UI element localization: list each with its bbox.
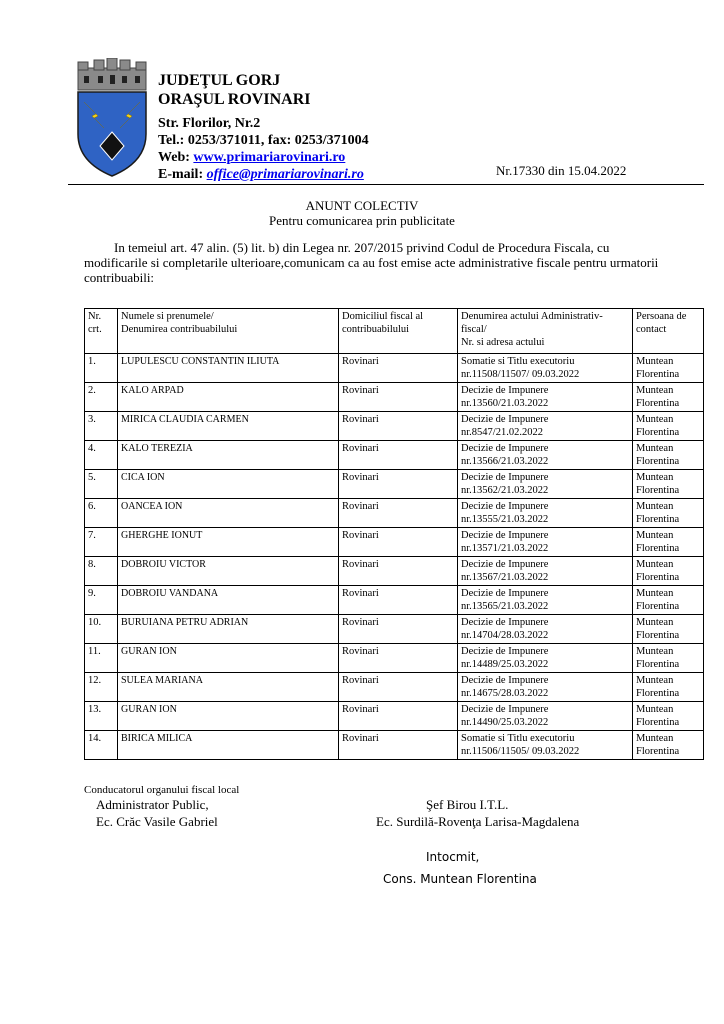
cell-nr: 4. [85, 441, 118, 470]
cell-nr: 8. [85, 557, 118, 586]
cell-nr: 3. [85, 412, 118, 441]
email-link[interactable]: office@primariarovinari.ro [206, 167, 364, 182]
table-header-row [85, 309, 704, 354]
coat-of-arms-logo [74, 58, 150, 178]
cell-contact: Muntean Florentina [633, 470, 704, 499]
cell-nr: 2. [85, 383, 118, 412]
cell-name: LUPULESCU CONSTANTIN ILIUTA [118, 354, 339, 383]
table-row [85, 441, 704, 470]
cell-contact: Muntean Florentina [633, 499, 704, 528]
table-row [85, 557, 704, 586]
header-name: Numele si prenumele/ Denumirea contribuabilului [118, 309, 339, 354]
cell-domicile: Rovinari [339, 702, 458, 731]
cell-nr: 13. [85, 702, 118, 731]
taxpayers-table [84, 308, 704, 760]
cell-nr: 6. [85, 499, 118, 528]
cell-act: Decizie de Impunere nr.13567/21.03.2022 [458, 557, 633, 586]
cell-contact: Muntean Florentina [633, 412, 704, 441]
cell-act: Somatie si Titlu executoriu nr.11506/11505/ 09.03.2022 [458, 731, 633, 760]
cell-nr: 10. [85, 615, 118, 644]
cell-name: BIRICA MILICA [118, 731, 339, 760]
web-line [158, 150, 345, 166]
cell-name: MIRICA CLAUDIA CARMEN [118, 412, 339, 441]
email-label: E-mail: [158, 167, 207, 182]
cell-nr: 1. [85, 354, 118, 383]
cell-act: Decizie de Impunere nr.13555/21.03.2022 [458, 499, 633, 528]
cell-name: GHERGHE IONUT [118, 528, 339, 557]
cell-act: Decizie de Impunere nr.13566/21.03.2022 [458, 441, 633, 470]
header-nr: Nr. crt. [85, 309, 118, 354]
table-row [85, 615, 704, 644]
cell-contact: Muntean Florentina [633, 441, 704, 470]
web-link[interactable]: www.primariarovinari.ro [193, 150, 346, 165]
table-row [85, 354, 704, 383]
table-row [85, 702, 704, 731]
cell-contact: Muntean Florentina [633, 557, 704, 586]
cell-act: Somatie si Titlu executoriu nr.11508/11507/ 09.03.2022 [458, 354, 633, 383]
cell-act: Decizie de Impunere nr.13571/21.03.2022 [458, 528, 633, 557]
cell-name: OANCEA ION [118, 499, 339, 528]
cell-name: KALO ARPAD [118, 383, 339, 412]
cell-domicile: Rovinari [339, 673, 458, 702]
left-name: Ec. Crăc Vasile Gabriel [96, 814, 218, 829]
table-row [85, 528, 704, 557]
cell-contact: Muntean Florentina [633, 644, 704, 673]
document-subtitle: Pentru comunicarea prin publicitate [269, 213, 455, 228]
cell-domicile: Rovinari [339, 441, 458, 470]
cell-domicile: Rovinari [339, 354, 458, 383]
right-name: Ec. Surdilă-Rovenţa Larisa-Magdalena [376, 814, 580, 829]
document-title: ANUNT COLECTIV [305, 198, 419, 213]
cell-act: Decizie de Impunere nr.14675/28.03.2022 [458, 673, 633, 702]
cell-name: CICA ION [118, 470, 339, 499]
prepared-label: Intocmit, [426, 850, 480, 864]
intro-paragraph [84, 240, 664, 285]
document-number: Nr.17330 din 15.04.2022 [496, 163, 627, 178]
cell-domicile: Rovinari [339, 412, 458, 441]
cell-nr: 9. [85, 586, 118, 615]
cell-nr: 7. [85, 528, 118, 557]
cell-act: Decizie de Impunere nr.13562/21.03.2022 [458, 470, 633, 499]
cell-domicile: Rovinari [339, 586, 458, 615]
table-row [85, 644, 704, 673]
town-name: ORAŞUL ROVINARI [158, 91, 311, 108]
table-row [85, 470, 704, 499]
cell-nr: 5. [85, 470, 118, 499]
intro-text: In temeiul art. 47 alin. (5) lit. b) din Legea nr. 207/2015 privind Codul de Procedura Fiscala, cu modificarile si completarile ulterioare,comunicam ca au fost emise acte administrative fiscale pentru urmatorii contribuabili: [84, 240, 659, 285]
header-domicile: Domiciliul fiscal al contribuabilului [339, 309, 458, 354]
left-role: Administrator Public, [96, 797, 209, 812]
cell-act: Decizie de Impunere nr.13560/21.03.2022 [458, 383, 633, 412]
cell-domicile: Rovinari [339, 383, 458, 412]
cell-domicile: Rovinari [339, 557, 458, 586]
header-divider [68, 184, 704, 185]
prepared-name: Cons. Muntean Florentina [383, 872, 537, 886]
cell-contact: Muntean Florentina [633, 528, 704, 557]
cell-domicile: Rovinari [339, 499, 458, 528]
cell-name: GURAN ION [118, 644, 339, 673]
cell-name: BURUIANA PETRU ADRIAN [118, 615, 339, 644]
right-role: Şef Birou I.T.L. [426, 797, 509, 812]
table-row [85, 499, 704, 528]
cell-contact: Muntean Florentina [633, 673, 704, 702]
cell-contact: Muntean Florentina [633, 615, 704, 644]
table-row [85, 673, 704, 702]
cell-name: GURAN ION [118, 702, 339, 731]
cell-domicile: Rovinari [339, 731, 458, 760]
header-act: Denumirea actului Administrativ- fiscal/ Nr. si adresa actului [458, 309, 633, 354]
address-line: Str. Florilor, Nr.2 [158, 116, 261, 131]
cell-act: Decizie de Impunere nr.14490/25.03.2022 [458, 702, 633, 731]
email-line [158, 167, 364, 183]
cell-act: Decizie de Impunere nr.14489/25.03.2022 [458, 644, 633, 673]
web-label: Web: [158, 150, 194, 165]
cell-domicile: Rovinari [339, 470, 458, 499]
cell-name: DOBROIU VICTOR [118, 557, 339, 586]
left-caption: Conducatorul organului fiscal local [84, 784, 240, 796]
table-row [85, 383, 704, 412]
header-contact: Persoana de contact [633, 309, 704, 354]
table-row [85, 731, 704, 760]
cell-name: DOBROIU VANDANA [118, 586, 339, 615]
cell-nr: 11. [85, 644, 118, 673]
cell-act: Decizie de Impunere nr.14704/28.03.2022 [458, 615, 633, 644]
cell-contact: Muntean Florentina [633, 354, 704, 383]
cell-contact: Muntean Florentina [633, 383, 704, 412]
cell-name: KALO TEREZIA [118, 441, 339, 470]
county-name: JUDEŢUL GORJ [158, 72, 281, 89]
cell-contact: Muntean Florentina [633, 702, 704, 731]
table-row [85, 586, 704, 615]
cell-nr: 12. [85, 673, 118, 702]
phone-line: Tel.: 0253/371011, fax: 0253/371004 [158, 133, 369, 148]
cell-contact: Muntean Florentina [633, 731, 704, 760]
cell-act: Decizie de Impunere nr.13565/21.03.2022 [458, 586, 633, 615]
cell-domicile: Rovinari [339, 644, 458, 673]
cell-act: Decizie de Impunere nr.8547/21.02.2022 [458, 412, 633, 441]
cell-name: SULEA MARIANA [118, 673, 339, 702]
cell-domicile: Rovinari [339, 528, 458, 557]
table-row [85, 412, 704, 441]
cell-nr: 14. [85, 731, 118, 760]
cell-domicile: Rovinari [339, 615, 458, 644]
cell-contact: Muntean Florentina [633, 586, 704, 615]
